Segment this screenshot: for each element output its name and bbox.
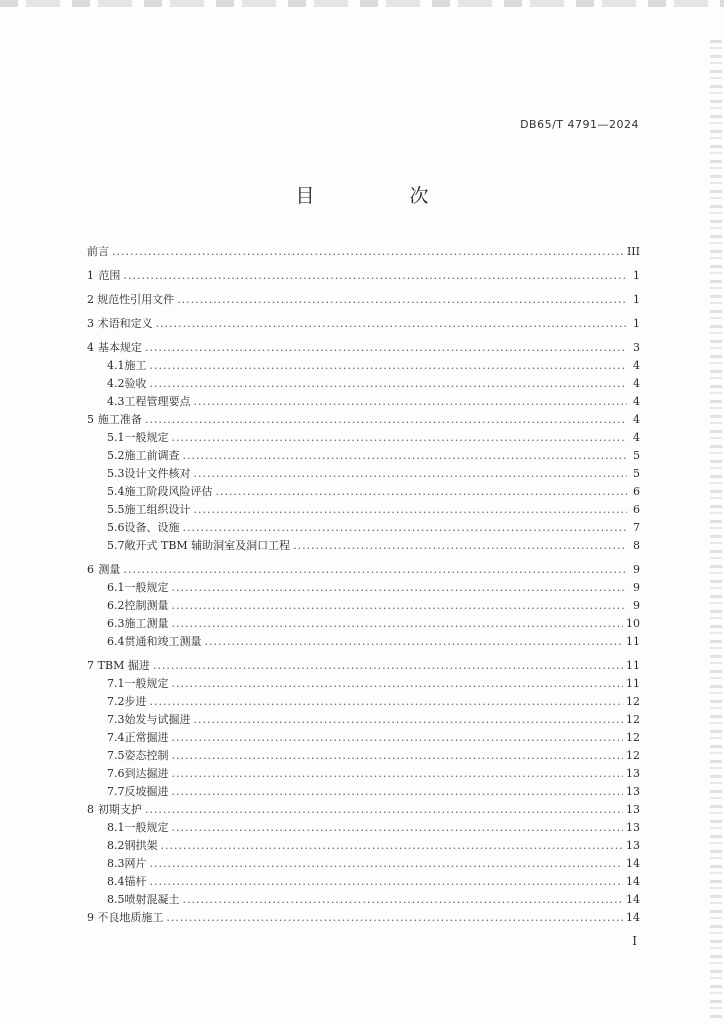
toc-entry-title: 初期支护 (97, 803, 142, 816)
toc-entry-number: 4.3 (107, 395, 125, 408)
toc-leader-dots (172, 429, 628, 447)
toc-entry-number: 2 (87, 293, 94, 306)
document-number: DB65/T 4791—2024 (520, 118, 639, 131)
toc-entry-title: 范围 (98, 269, 121, 282)
toc-leader-dots (194, 393, 628, 411)
toc-subsection-entry (87, 729, 640, 747)
toc-entry-page: 9 (633, 563, 640, 576)
toc-subsection-entry (87, 711, 640, 729)
toc-entry-page: 12 (626, 695, 640, 708)
toc-entry-number: 8.5 (107, 893, 125, 906)
toc-subsection-entry (87, 891, 640, 909)
toc-entry-page: 12 (626, 713, 640, 726)
toc-entry-number: 1 (87, 269, 94, 282)
toc-entry-number: 7 (87, 659, 94, 672)
toc-entry-page: 1 (633, 269, 640, 282)
toc-entry-title: 工程管理要点 (124, 395, 191, 408)
toc-leader-dots (172, 747, 624, 765)
toc-entry-number: 5.3 (107, 467, 125, 480)
toc-section-entry (87, 411, 640, 429)
toc-entry-page: 5 (633, 467, 640, 480)
toc-leader-dots (194, 465, 628, 483)
toc-subsection-entry (87, 615, 640, 633)
toc-entry-title: 贯通和竣工测量 (124, 635, 202, 648)
toc-subsection-entry (87, 747, 640, 765)
toc-entry-number: 6.1 (107, 581, 125, 594)
toc-entry-page: 11 (626, 659, 640, 672)
toc-subsection-entry (87, 873, 640, 891)
toc-entry-page: III (626, 245, 640, 258)
toc-entry-page: 13 (626, 767, 640, 780)
toc-entry-page: 4 (633, 395, 640, 408)
toc-subsection-entry (87, 819, 640, 837)
toc-entry-title: 锚杆 (124, 875, 147, 888)
toc-subsection-entry (87, 357, 640, 375)
toc-leader-dots (177, 291, 627, 309)
toc-subsection-entry (87, 465, 640, 483)
toc-entry-title: 施工 (124, 359, 147, 372)
toc-leader-dots (172, 819, 624, 837)
toc-leader-dots (150, 855, 624, 873)
toc-leader-dots (194, 711, 624, 729)
toc-entry-title: 规范性引用文件 (97, 293, 175, 306)
toc-section-entry (87, 339, 640, 357)
toc-section-entry (87, 291, 640, 309)
toc-subsection-entry (87, 675, 640, 693)
toc-entry-page: 13 (626, 785, 640, 798)
toc-entry-title: 施工组织设计 (124, 503, 191, 516)
page-number: I (632, 934, 637, 948)
toc-subsection-entry (87, 633, 640, 651)
toc-subsection-entry (87, 537, 640, 555)
toc-entry-title: 一般规定 (124, 431, 169, 444)
toc-entry-page: 5 (633, 449, 640, 462)
toc-entry-number: 5.6 (107, 521, 125, 534)
toc-entry-title: 钢拱架 (124, 839, 158, 852)
toc-entry-title: 前言 (87, 245, 109, 258)
toc-subsection-entry (87, 579, 640, 597)
toc-entry-number: 8.3 (107, 857, 125, 870)
toc-entry-title: 测量 (98, 563, 121, 576)
toc-entry-title: 反坡掘进 (124, 785, 169, 798)
toc-leader-dots (156, 315, 627, 333)
toc-entry-title: 设备、设施 (124, 521, 180, 534)
toc-entry-number: 8 (87, 803, 94, 816)
toc-entry-title: 不良地质施工 (97, 911, 164, 924)
toc-entry-page: 4 (633, 377, 640, 390)
toc-leader-dots (161, 837, 624, 855)
toc-entry-title: 一般规定 (124, 677, 169, 690)
toc-leader-dots (150, 693, 624, 711)
toc-entry-number: 5.5 (107, 503, 125, 516)
toc-subsection-entry (87, 597, 640, 615)
toc-subsection-entry (87, 393, 640, 411)
toc-entry-title: 施工前调查 (124, 449, 180, 462)
toc-section-entry (87, 315, 640, 333)
toc-entry-title: 控制测量 (124, 599, 169, 612)
toc-leader-dots (205, 633, 624, 651)
toc-leader-dots (183, 891, 624, 909)
toc-entry-number: 7.3 (107, 713, 125, 726)
toc-entry-number: 5 (87, 413, 94, 426)
toc-entry-page: 14 (626, 911, 640, 924)
toc-leader-dots (172, 579, 628, 597)
toc-section-entry (87, 909, 640, 927)
toc-entry-page: 9 (633, 599, 640, 612)
toc-entry-number: 7.1 (107, 677, 125, 690)
toc-entry-title: 敞开式 TBM 辅助洞室及洞口工程 (124, 539, 291, 552)
toc-entry-page: 12 (626, 749, 640, 762)
toc-entry-title: 一般规定 (124, 581, 169, 594)
toc-subsection-entry (87, 837, 640, 855)
toc-leader-dots (183, 519, 628, 537)
toc-leader-dots (172, 783, 624, 801)
toc-leader-dots (145, 801, 623, 819)
toc-entry-title: 术语和定义 (97, 317, 153, 330)
toc-subsection-entry (87, 483, 640, 501)
toc-entry-page: 6 (633, 503, 640, 516)
toc-entry-title: 正常掘进 (124, 731, 169, 744)
toc-leader-dots (166, 909, 623, 927)
toc-entry-number: 6 (87, 563, 94, 576)
toc-entry-number: 4 (87, 341, 94, 354)
toc-entry-title: 基本规定 (97, 341, 142, 354)
toc-entry-page: 1 (633, 293, 640, 306)
toc-entry-title: 始发与试掘进 (124, 713, 191, 726)
toc-section-entry (87, 561, 640, 579)
toc-entry-title: 到达掘进 (124, 767, 169, 780)
toc-entry-title: 验收 (124, 377, 147, 390)
toc-subsection-entry (87, 855, 640, 873)
toc-entry-number: 6.2 (107, 599, 125, 612)
toc-entry-page: 6 (633, 485, 640, 498)
toc-section-entry (87, 657, 640, 675)
scan-artifact-top (0, 0, 724, 7)
toc-entry-number: 3 (87, 317, 94, 330)
toc-leader-dots (172, 729, 624, 747)
toc-section-entry (87, 801, 640, 819)
table-of-contents (87, 243, 640, 927)
toc-entry-page: 4 (633, 359, 640, 372)
toc-entry-number: 5.1 (107, 431, 125, 444)
toc-leader-dots (172, 675, 624, 693)
toc-leader-dots (112, 243, 624, 261)
toc-entry-number: 5.2 (107, 449, 125, 462)
toc-entry-number: 7.6 (107, 767, 125, 780)
toc-entry-page: 7 (633, 521, 640, 534)
toc-leader-dots (145, 411, 627, 429)
toc-leader-dots (150, 375, 628, 393)
toc-entry-title: 设计文件核对 (124, 467, 191, 480)
toc-leader-dots (293, 537, 627, 555)
toc-subsection-entry (87, 429, 640, 447)
toc-entry-number: 4.1 (107, 359, 125, 372)
toc-leader-dots (172, 597, 628, 615)
toc-leader-dots (216, 483, 628, 501)
toc-entry-number: 7.7 (107, 785, 125, 798)
toc-entry-page: 1 (633, 317, 640, 330)
toc-entry-page: 11 (626, 635, 640, 648)
toc-entry-number: 7.5 (107, 749, 125, 762)
page-title: 目 次 (295, 185, 467, 207)
toc-leader-dots (153, 657, 623, 675)
toc-subsection-entry (87, 519, 640, 537)
toc-leader-dots (123, 267, 627, 285)
toc-entry-number: 9 (87, 911, 94, 924)
toc-subsection-entry (87, 783, 640, 801)
toc-subsection-entry (87, 501, 640, 519)
toc-entry-title: 施工测量 (124, 617, 169, 630)
toc-entry-number: 6.4 (107, 635, 125, 648)
toc-entry-page: 14 (626, 875, 640, 888)
toc-entry-number: 5.7 (107, 539, 125, 552)
toc-entry-page: 11 (626, 677, 640, 690)
toc-entry-title: 喷射混凝土 (124, 893, 180, 906)
toc-leader-dots (172, 765, 624, 783)
toc-entry-number: 8.1 (107, 821, 125, 834)
toc-subsection-entry (87, 447, 640, 465)
toc-subsection-entry (87, 765, 640, 783)
toc-entry-number: 7.2 (107, 695, 125, 708)
toc-leader-dots (150, 873, 624, 891)
toc-entry-number: 8.2 (107, 839, 125, 852)
toc-entry-number: 6.3 (107, 617, 125, 630)
toc-entry-title: 施工准备 (97, 413, 142, 426)
toc-entry-number: 8.4 (107, 875, 125, 888)
toc-entry-page: 10 (626, 617, 640, 630)
toc-entry-title: TBM 掘进 (97, 659, 150, 672)
toc-entry-page: 3 (633, 341, 640, 354)
toc-leader-dots (183, 447, 628, 465)
toc-entry-page: 14 (626, 857, 640, 870)
toc-entry-number: 4.2 (107, 377, 125, 390)
toc-entry-page: 14 (626, 893, 640, 906)
toc-entry-title: 一般规定 (124, 821, 169, 834)
toc-entry-page: 12 (626, 731, 640, 744)
toc-leader-dots (145, 339, 627, 357)
toc-leader-dots (123, 561, 627, 579)
toc-entry-page: 4 (633, 431, 640, 444)
toc-entry-title: 姿态控制 (124, 749, 169, 762)
toc-leader-dots (194, 501, 628, 519)
toc-entry-title: 网片 (124, 857, 147, 870)
toc-entry-number: 7.4 (107, 731, 125, 744)
toc-entry-page: 13 (626, 821, 640, 834)
toc-entry-page: 8 (633, 539, 640, 552)
toc-entry-page: 4 (633, 413, 640, 426)
toc-entry-page: 13 (626, 839, 640, 852)
toc-entry-title: 施工阶段风险评估 (124, 485, 213, 498)
toc-leader-dots (150, 357, 628, 375)
toc-leader-dots (172, 615, 624, 633)
toc-entry-title: 步进 (124, 695, 147, 708)
toc-entry-page: 13 (626, 803, 640, 816)
toc-entry-page: 9 (633, 581, 640, 594)
toc-section-entry (87, 267, 640, 285)
toc-subsection-entry (87, 375, 640, 393)
toc-section-entry (87, 243, 640, 261)
toc-entry-number: 5.4 (107, 485, 125, 498)
toc-subsection-entry (87, 693, 640, 711)
